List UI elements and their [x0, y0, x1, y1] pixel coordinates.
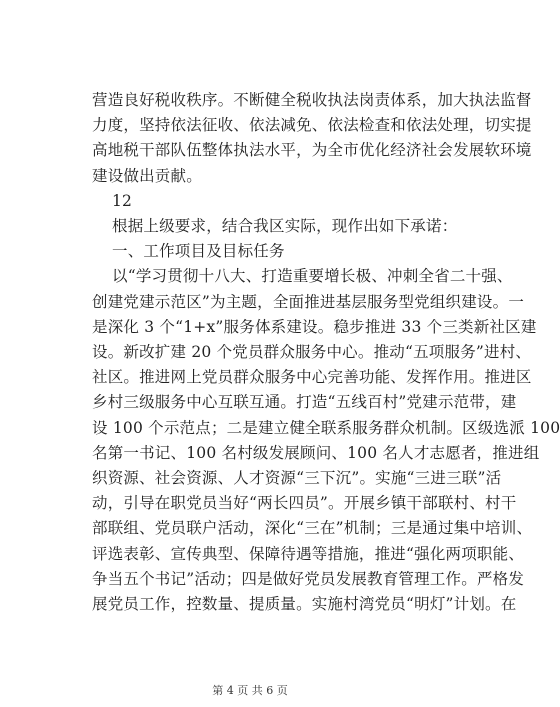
body-text	[92, 88, 560, 617]
text-line: 以“学习贯彻十八大、打造重要增长极、冲刺全省二十强、	[112, 267, 513, 286]
text-line: 建设做出贡献。	[92, 166, 202, 185]
text-line: 设 100 个示范点；二是建立健全联系服务群众机制。区级选派 100	[92, 418, 560, 437]
text-line: 争当五个书记”活动；四是做好党员发展教育管理工作。严格发	[92, 569, 525, 588]
section-heading: 一、工作项目及目标任务	[112, 242, 285, 261]
section-number: 12	[112, 191, 133, 210]
text-line: 设。新改扩建 20 个党员群众服务中心。推动“五项服务”进村、	[92, 343, 532, 362]
text-line: 高地税干部队伍整体执法水平，为全市优化经济社会发展软环境	[92, 141, 532, 160]
text-line: 织资源、社会资源、人才资源“三下沉”。实施“三进三联”活	[92, 469, 502, 488]
text-line: 评选表彰、宣传典型、保障待遇等措施，推进“强化两项职能、	[92, 544, 525, 563]
text-line: 根据上级要求，结合我区实际，现作出如下承诺：	[112, 217, 458, 236]
text-line: 名第一书记、100 名村级发展顾问、100 名人才志愿者，推进组	[92, 443, 540, 462]
text-line: 展党员工作，控数量、提质量。实施村湾党员“明灯”计划。在	[92, 595, 517, 614]
text-line: 是深化 3 个“1+x”服务体系建设。稳步推进 33 个三类新社区建	[92, 317, 537, 336]
text-line: 力度，坚持依法征收、依法减免、依法检查和依法处理，切实提	[92, 116, 532, 135]
text-line: 动，引导在职党员当好“两长四员”。开展乡镇干部联村、村干	[92, 494, 517, 513]
text-line: 乡村三级服务中心互联互通。打造“五线百村”党建示范带，建	[92, 393, 517, 412]
text-line: 创建党建示范区”为主题，全面推进基层服务型党组织建设。一	[92, 292, 525, 311]
text-line: 部联组、党员联户活动，深化“三在”机制；三是通过集中培训、	[92, 519, 533, 538]
page-footer: 第 4 页 共 6 页	[212, 684, 288, 697]
text-line: 社区。推进网上党员群众服务中心完善功能、发挥作用。推进区	[92, 368, 532, 387]
text-line: 营造良好税收秩序。不断健全税收执法岗责体系，加大执法监督	[92, 91, 532, 109]
